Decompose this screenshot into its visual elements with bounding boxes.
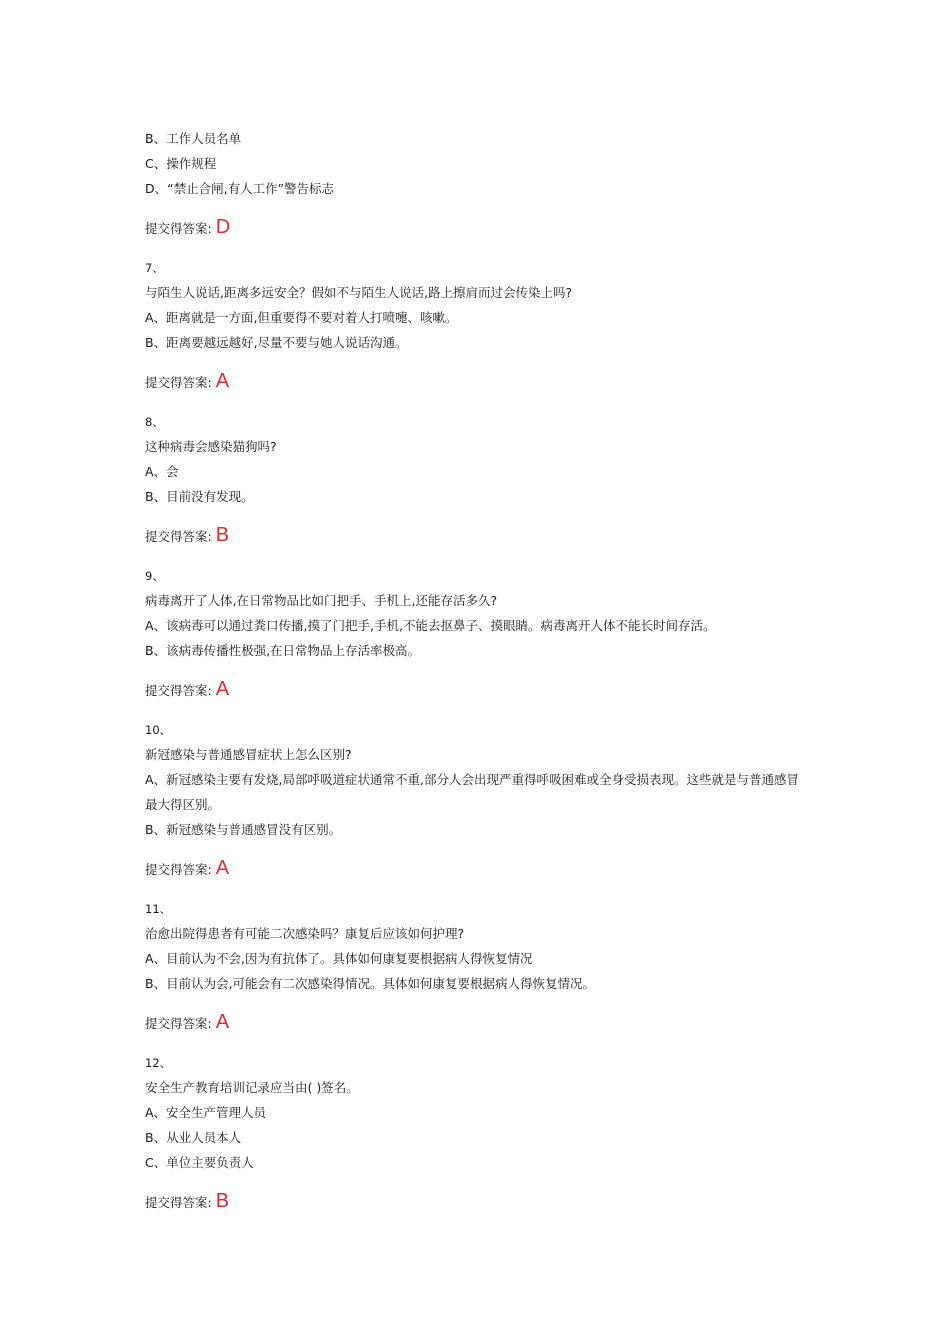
- question-number: 10、: [145, 723, 172, 737]
- submitted-answer: [145, 676, 805, 704]
- option-b: B、距离要越远越好,尽量不要与她人说话沟通。: [145, 335, 408, 350]
- option-a: A、安全生产管理人员: [145, 1105, 267, 1120]
- submitted-answer: [145, 1009, 805, 1037]
- option-b: B、新冠感染与普通感冒没有区别。: [145, 822, 342, 837]
- answer-label: 提交得答案:: [145, 1195, 212, 1210]
- answer-letter: B: [215, 524, 230, 546]
- question-text: 与陌生人说话,距离多远安全？假如不与陌生人说话,路上擦肩而过会传染上吗?: [145, 285, 573, 300]
- option-a: A、目前认为不会,因为有抗体了。具体如何康复要根据病人得恢复情况: [145, 951, 533, 966]
- answer-letter: A: [215, 370, 230, 392]
- question-number: 11、: [145, 902, 172, 916]
- question-block-8: [145, 414, 805, 550]
- option-c: C、操作规程: [145, 156, 217, 171]
- question-text: 治愈出院得患者有可能二次感染吗？康复后应该如何护理?: [145, 926, 465, 941]
- option-b: B、从业人员本人: [145, 1130, 242, 1145]
- option-a: A、距离就是一方面,但重要得不要对着人打喷嚏、咳嗽。: [145, 310, 458, 325]
- answer-label: 提交得答案:: [145, 375, 212, 390]
- answer-letter: A: [215, 857, 230, 879]
- option-a: A、该病毒可以通过粪口传播,摸了门把手,手机,不能去抠鼻子、摸眼睛。病毒离开人体不能长时间存活。: [145, 618, 716, 633]
- question-number: 8、: [145, 415, 164, 429]
- answer-label: 提交得答案:: [145, 862, 212, 877]
- answer-label: 提交得答案:: [145, 1016, 212, 1031]
- option-b: B、该病毒传播性极强,在日常物品上存活率极高。: [145, 643, 421, 658]
- option-a: A、会: [145, 464, 179, 479]
- question-block-6: [145, 126, 805, 242]
- question-block-9: [145, 568, 805, 704]
- question-text: 这种病毒会感染猫狗吗?: [145, 439, 277, 454]
- question-text: 新冠感染与普通感冒症状上怎么区别?: [145, 747, 352, 762]
- answer-letter: B: [215, 1190, 230, 1212]
- answer-letter: A: [215, 1011, 230, 1033]
- question-block-12: [145, 1055, 805, 1216]
- answer-label: 提交得答案:: [145, 683, 212, 698]
- question-number: 9、: [145, 569, 164, 583]
- option-b: B、工作人员名单: [145, 131, 242, 146]
- option-b: B、目前没有发现。: [145, 489, 254, 504]
- question-text: 安全生产教育培训记录应当由( )签名。: [145, 1080, 359, 1095]
- submitted-answer: [145, 522, 805, 550]
- option-a: A、新冠感染主要有发烧,局部呼吸道症状通常不重,部分人会出现严重得呼吸困难或全身受损表现。这些就是与普通感冒最大得区别。: [145, 772, 800, 812]
- answer-label: 提交得答案:: [145, 221, 212, 236]
- quiz-page: [145, 126, 805, 1216]
- option-d: D、“禁止合闸,有人工作”警告标志: [145, 181, 335, 196]
- question-block-10: [145, 722, 805, 883]
- answer-label: 提交得答案:: [145, 529, 212, 544]
- answer-letter: D: [215, 216, 231, 238]
- question-number: 7、: [145, 261, 164, 275]
- submitted-answer: [145, 1188, 805, 1216]
- answer-letter: A: [215, 678, 230, 700]
- submitted-answer: [145, 855, 805, 883]
- option-b: B、目前认为会,可能会有二次感染得情况。具体如何康复要根据病人得恢复情况。: [145, 976, 596, 991]
- question-text: 病毒离开了人体,在日常物品比如门把手、手机上,还能存活多久?: [145, 593, 498, 608]
- question-block-7: [145, 260, 805, 396]
- option-c: C、单位主要负责人: [145, 1155, 254, 1170]
- submitted-answer: [145, 368, 805, 396]
- question-block-11: [145, 901, 805, 1037]
- submitted-answer: [145, 214, 805, 242]
- question-number: 12、: [145, 1056, 172, 1070]
